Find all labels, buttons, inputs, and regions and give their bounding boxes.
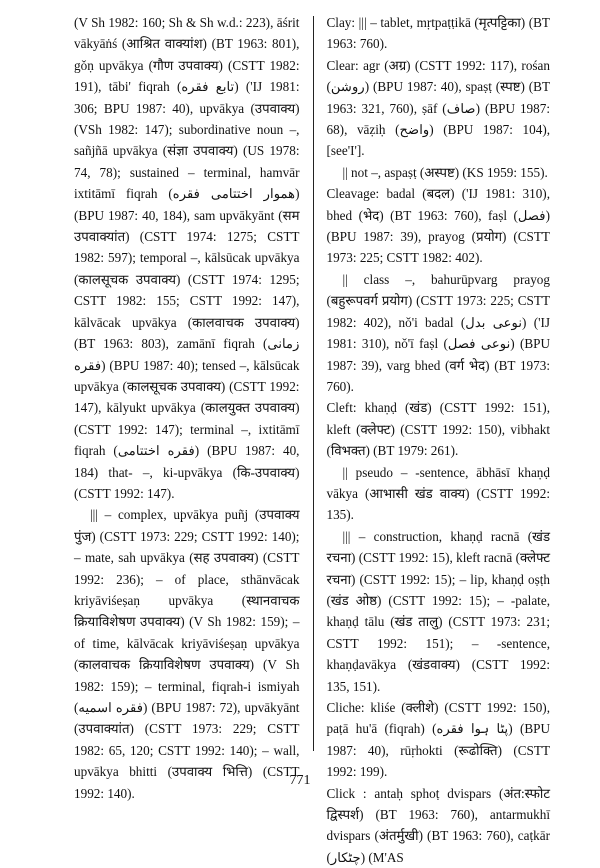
page-number: 771 (289, 773, 311, 788)
entry-cleft: Cleft: khaṇḍ (खंड) (CSTT 1992: 151), kleft (क्लेफ्ट) (CSTT 1992: 150), vibhakt (विभक्त) (BT 1979: 261). (326, 400, 550, 459)
subentry-not-clear: || not –, aspaṣṭ (अस्पष्ट) (KS 1959: 155). (342, 164, 548, 180)
entry-cleavage: Cleavage: badal (बदल) ('IJ 1981: 310), bhed (भेद) (BT 1963: 760), faṣl (فصل) (BPU 1987: 39), prayog (प्रयोग) (CSTT 1973: 225; CSTT 1982: 402). (326, 186, 550, 266)
subentry-cleft-compounds: ||| – construction, khaṇḍ racnā (खंड रचना) (CSTT 1992: 15), kleft racnā (क्लेफ्ट रचना) (CSTT 1992: 15); – lip, khaṇḍ oṣṭh (खंड ओष्ठ) (CSTT 1992: 15); – -palate, khaṇḍ tālu (खंड तालु) (CSTT 1973: 231; CSTT 1992: 151); – -sentence, khaṇḍavākya (खंडवाक्य) (CSTT 1992: 135, 151). (326, 528, 550, 694)
entry-clay: Clay: ||| – tablet, mṛtpaṭṭikā (मृत्पट्टिका) (BT 1963: 760). (326, 15, 550, 52)
subentry-class-cleavage: || class –, bahurūpvarg prayog (बहुरूपवर्ग प्रयोग) (CSTT 1973: 225; CSTT 1982: 402), nǒ'i badal (نوعی بدل) ('IJ 1981: 310), nǒ'ī faṣl (نوعی فصل) (BPU 1987: 39), varg bhed (वर्ग भेद) (BT 1973: 760). (326, 271, 551, 394)
entry-clear: Clear: agr (अग्र) (CSTT 1992: 117), rośan (روشن) (BPU 1987: 40), spaṣṭ (स्पष्ट) (BT 1963: 321, 760), ṣāf (صاف) (BPU 1987: 68), vāẓiḥ (واضح) (BPU 1987: 104), [see'I']. (326, 57, 551, 159)
right-column (314, 12, 551, 865)
clause-entry-continued: (V Sh 1982: 160; Sh & Sh w.d.: 223), āśrit vākyāṅś (आश्रित वाक्यांश) (BT 1963: 801), gǒṇ upvākya (गौण उपवाक्य) (CSTT 1982: 191), tābi' fiqrah (تابع فقره) ('IJ 1981: 306; BPU 1987: 40), upvākya (उपवाक्य) (VSh 1982: 147); subordinative noun –, sañjñā upvākya (संज्ञा उपवाक्य) (US 1978: 74, 78); sustained – terminal, hamvār ixtitāmī fiqrah (هموار اختتامی فقره) (BPU 1987: 40, 184), sam upvākyānt (सम उपवाक्यांत) (CSTT 1974: 1275; CSTT 1982: 597); temporal –, kālsūcak upvākya (कालसूचक उपवाक्य) (CSTT 1974: 1295; CSTT 1982: 155; CSTT 1992: 147), kālvācak upvākya (कालवाचक उपवाक्य) (BT 1963: 803), zamānī fiqrah (زمانی فقره) (BPU 1987: 40); tensed –, kālsūcak upvākya (कालसूचक उपवाक्य) (CSTT 1992: 147), kālyukt upvākya (कालयुक्त उपवाक्य) (CSTT 1992: 147); terminal –, ixtitāmī fiqrah (فقره اختتامی) (BPU 1987: 40, 184) that- –, ki-upvākya (कि-उपवाक्य) (CSTT 1992: 147). (74, 15, 300, 501)
subentry-pseudo-cleft: || pseudo – -sentence, ābhāsī khaṇḍ vākya (आभासी खंड वाक्य) (CSTT 1992: 135). (326, 464, 550, 523)
entry-click: Click : antaḥ sphoṭ dvispars (अंत:स्फोट द्विस्पर्श) (BT 1963: 760), antarmukhī dvispars (अंतर्मुखी) (BT 1963: 760), caṭkār (چٹکار) (M'AS (326, 785, 550, 865)
clause-subentry-group: ||| – complex, upvākya puñj (उपवाक्य पुंज) (CSTT 1973: 229; CSTT 1992: 140); – mate, sah upvākya (सह उपवाक्य) (CSTT 1992: 236); – of place, sthānvācak kriyāviśeṣaṇ upvākya (स्थानवाचक क्रियाविशेषण उपवाक्य) (V Sh 1982: 159); – of time, kālvācak kriyāviśeṣaṇ upvākya (कालवाचक क्रियाविशेषण उपवाक्य) (V Sh 1982: 159); – terminal, fiqrah-i ismiyah (فقره اسمیه) (BPU 1987: 72), upvākyānt (उपवाक्यांत) (CSTT 1973: 229; CSTT 1982: 65, 120; CSTT 1992: 140); – wall, upvākya bhitti (उपवाक्य भित्ति) (CSTT 1992: 140). (74, 507, 300, 801)
entry-cliche: Cliche: kliśe (क्लीशे) (CSTT 1992: 150), paṭā hu'ā (fiqrah) (پٹا ہوا فقره) (BPU 1987: 40), rūṛhokti (रूढोक्ति) (CSTT 1992: 199). (326, 700, 551, 780)
